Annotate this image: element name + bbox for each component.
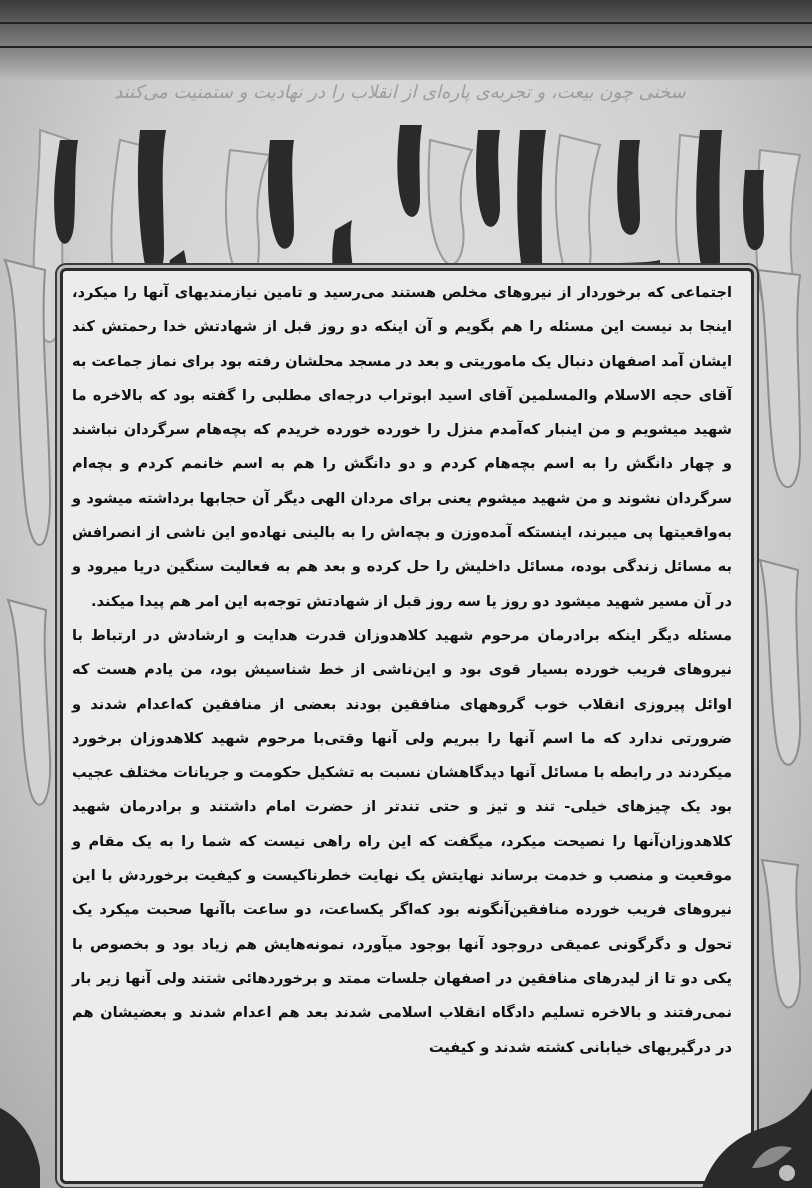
corner-ornament-right (692, 1078, 812, 1188)
article-paragraph: اجتماعی که برخوردار از نیروهای مخلص هستند می‌رسید و تامین نیازمندیهای آنها را میکرد، اینجا بد نیست این مسئله را هم بگویم و آن اینکه دو روز قبل از شهادتش خدا رحمتش کند ایشان آمد اصفهان دنبال یک ماموریتی و بعد در مسجد محلشان رفته بود برای نماز جماعت به آقای حجه الاسلام والمسلمین آقای اسید ابوتراب درجه‌ای مطلبی را گفته بود که بالاخره ما شهید میشویم و من اینبار که‌آمدم منزل را خورده خورده خریدم که بچه‌هام سرگردان نباشند و چهار دانگش را به اسم بچه‌هام کردم و دو دانگش را هم به اسم خانمم کردم و بچه‌ام سرگردان نشوند و من شهید میشوم یعنی برای مردان الهی دیگر آن حجابها برداشته میشود و به‌واقعیتها پی میبرند، اینستکه آمده‌وزن و بچه‌اش را به بالینی نهاده‌و این ناشی از انصرافش به مسائل زندگی بوده، مسائل داخلیش را حل کرده و بعد هم به فعالیت سنگین دریا میرود و در آن مسیر شهید میشود دو روز یا سه روز قبل از شهادتش توجه‌به این امر هم پیدا میکند. (72, 284, 732, 610)
article-paragraph: مسئله دیگر اینکه برادرمان مرحوم شهید کلاهدوزان قدرت هدایت و ارشادش در ارتباط با نیروهای فریب خورده بسیار قوی بود و این‌ناشی از خط شناسیش بود، من یادم هست که اوائل پیروزی انقلاب خوب گروههای منافقین بودند بعضی از منافقین که‌اعدام شدند و ضرورتی ندارد که ما اسم آنها را ببریم ولی آنها وقتی‌با مرحوم شهید کلاهدوزان برخورد میکردند در رابطه با مسائل آنها دیدگاهشان نسبت به تشکیل حکومت و جریانات مختلف عجیب بود یک چیزهای خیلی- تند و تیز و حتی تندتر از حضرت امام داشتند و برادرمان شهید کلاهدوزان‌آنها را نصیحت میکرد، میگفت که این راه راهی نیست که شما را به یک مقام و موقعیت و منصب و خدمت برساند نهایتش یک نهایت خطرناکیست و کیفیت برخوردش با این نیروهای فریب خورده منافقین‌آنگونه بود که‌اگر یکساعت، دو ساعت با‌آنها صحبت میکرد یک تحول و دگرگونی عمیقی دروجود آنها بوجود میآورد، نمونه‌هایش هم زیاد بود و بخصوص با یکی دو تا از لیدرهای منافقین در اصفهان جلسات ممتد و برخوردهائی شتند ولی آنها زیر بار نمی‌رفتند و بالاخره تسلیم دادگاه انقلاب اسلامی شدند بعد هم اعدام شدند و بعضیشان هم در درگیریهای خیابانی کشته شدند و کیفیت (72, 626, 732, 1056)
corner-ornament-left (0, 1068, 60, 1188)
band-stripe (0, 22, 812, 24)
top-dark-band (0, 0, 812, 80)
right-side-drips (748, 0, 812, 1188)
header-calligraphy: سخنی چون بیعت، و تجربه‌ی پاره‌ای از انقلاب را در نهادیت و ستمنیت می‌کنند (114, 82, 686, 103)
article-body (72, 276, 732, 1176)
band-stripe (0, 46, 812, 48)
